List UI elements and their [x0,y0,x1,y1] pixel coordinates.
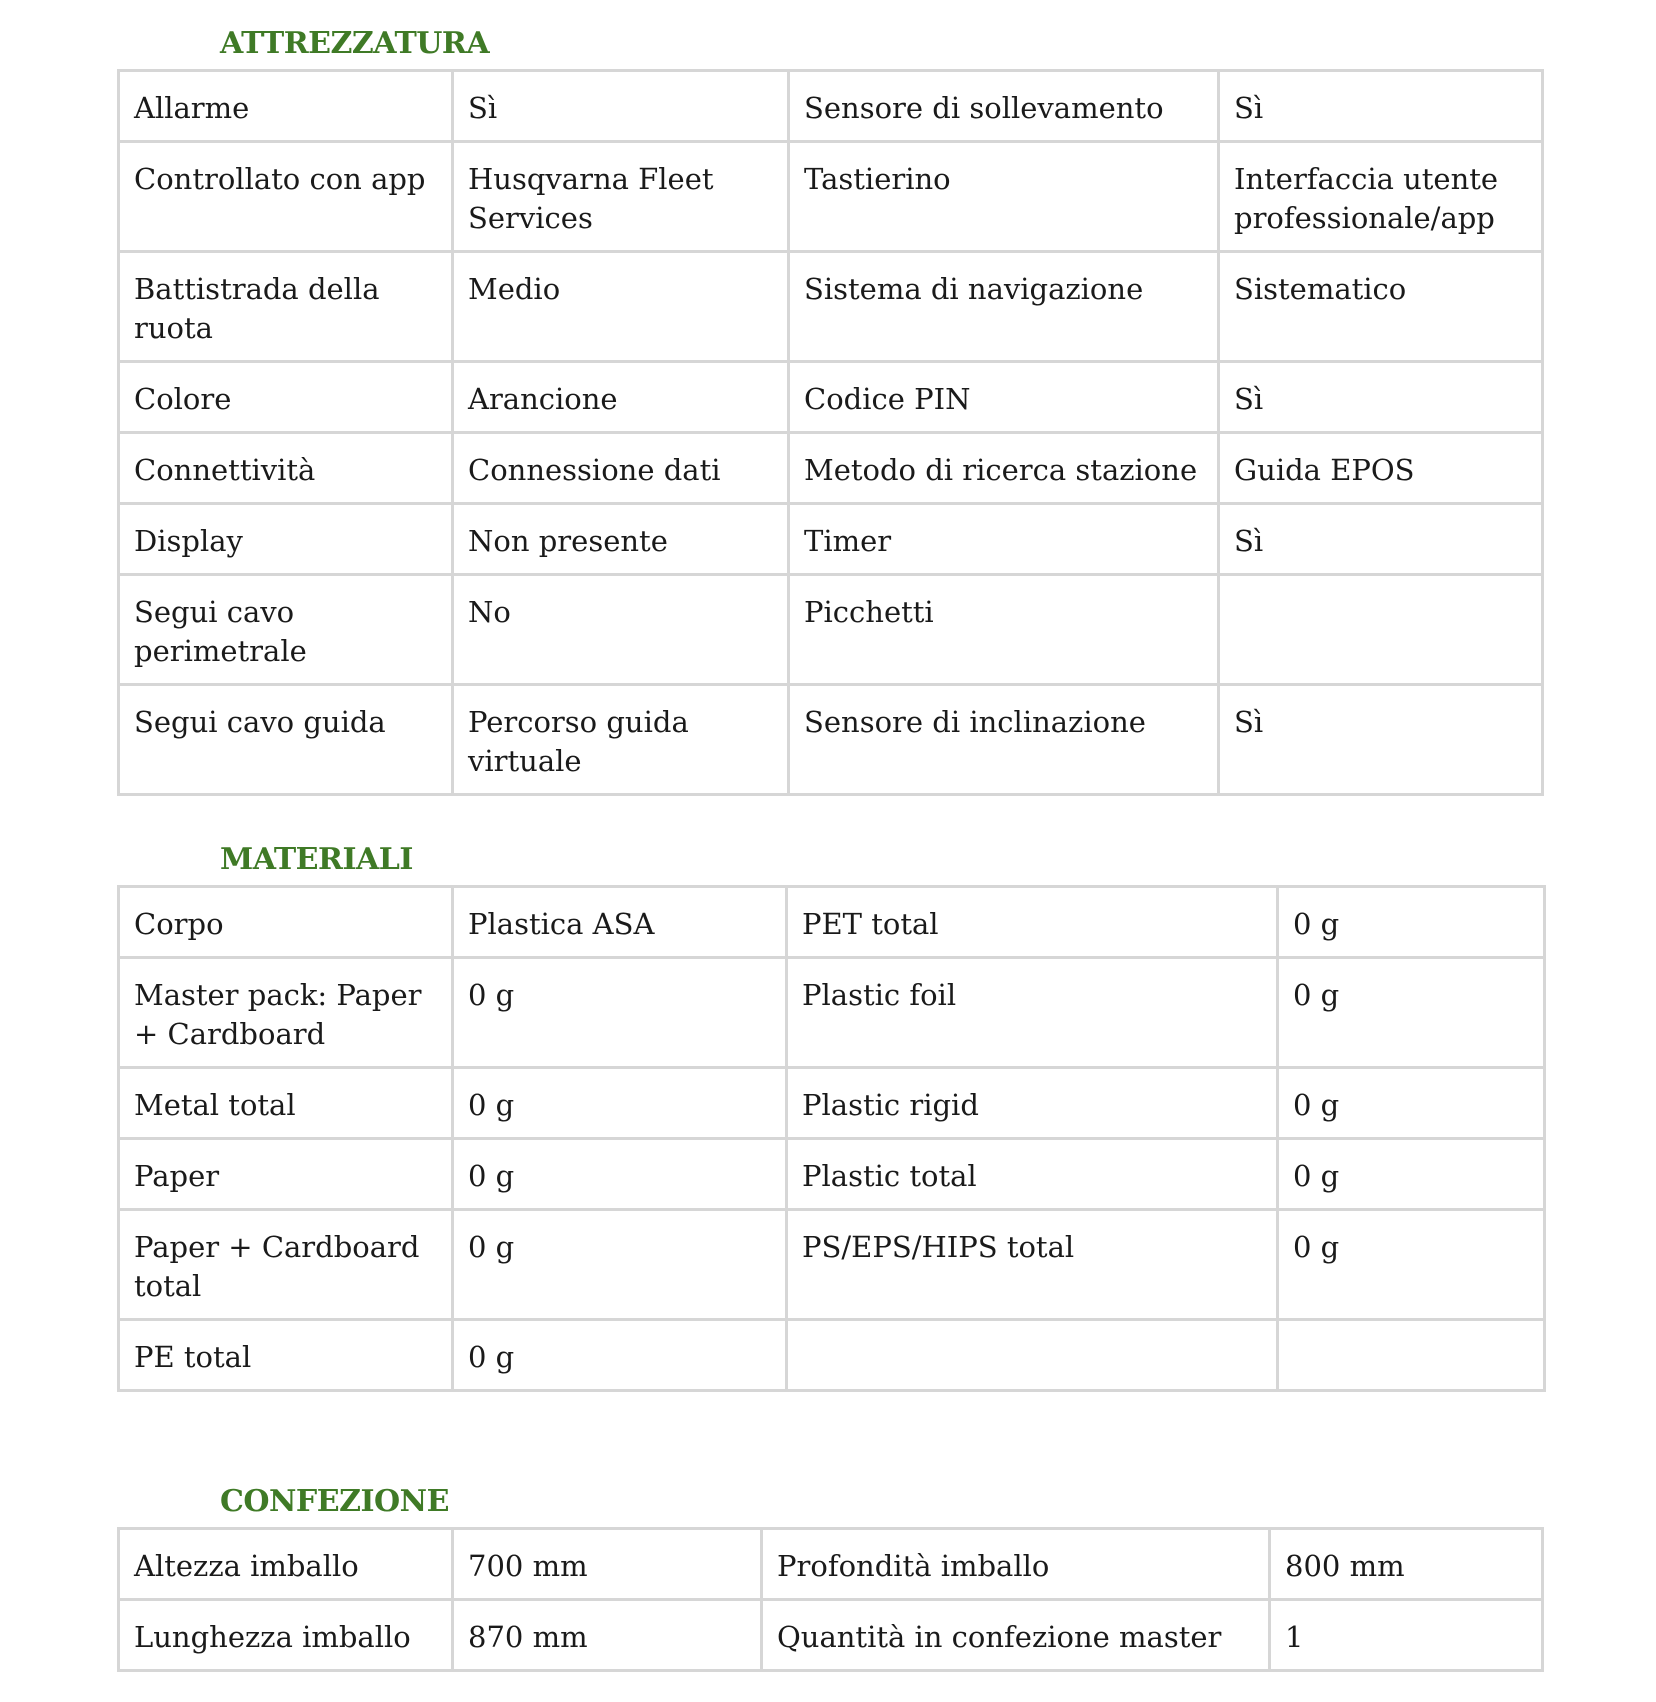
spec-value: Sì [1219,362,1543,433]
spec-label: Codice PIN [789,362,1219,433]
spec-value: 700 mm [453,1529,762,1600]
spec-value: Guida EPOS [1219,433,1543,504]
spec-label: Plastic rigid [787,1068,1278,1139]
spec-label: Lunghezza imballo [119,1600,453,1671]
table-row [119,1068,1545,1139]
spec-label: Tastierino [789,142,1219,252]
spec-label: Plastic foil [787,958,1278,1068]
spec-label: Quantità in confezione master [762,1600,1270,1671]
spec-value: 1 [1270,1600,1543,1671]
spec-value: 0 g [453,1210,787,1320]
equipment-table [117,69,1544,796]
spec-value: Medio [453,252,789,362]
spec-label: Metodo di ricerca stazione [789,433,1219,504]
table-row [119,1320,1545,1391]
spec-label: Segui cavo guida [119,685,453,795]
spec-label: Profondità imballo [762,1529,1270,1600]
spec-value: Non presente [453,504,789,575]
spec-label: Sensore di sollevamento [789,71,1219,142]
spec-label: Controllato con app [119,142,453,252]
spec-label: Plastic total [787,1139,1278,1210]
spec-value: 800 mm [1270,1529,1543,1600]
materials-table [117,885,1546,1392]
table-row [119,887,1545,958]
table-row [119,1600,1543,1671]
spec-label: Picchetti [789,575,1219,685]
spec-label: Paper [119,1139,453,1210]
spec-value: Sistematico [1219,252,1543,362]
spec-value: 0 g [1278,1068,1545,1139]
table-row [119,958,1545,1068]
spec-value: Husqvarna Fleet Services [453,142,789,252]
section-title-equipment: ATTREZZATURA [220,26,490,61]
spec-value: Sì [1219,685,1543,795]
table-row [119,142,1543,252]
spec-value: 0 g [453,1068,787,1139]
spec-label: Battistrada della ruota [119,252,453,362]
spec-label: Metal total [119,1068,453,1139]
spec-value: 0 g [453,1139,787,1210]
spec-value: 0 g [1278,1210,1545,1320]
spec-label: Timer [789,504,1219,575]
section-title-materials: MATERIALI [220,842,413,877]
spec-label: Sensore di inclinazione [789,685,1219,795]
spec-label: Connettività [119,433,453,504]
spec-label: Segui cavo perimetrale [119,575,453,685]
table-row [119,362,1543,433]
spec-value [1278,1320,1545,1391]
spec-label [787,1320,1278,1391]
spec-value: Percorso guida virtuale [453,685,789,795]
spec-label: Display [119,504,453,575]
spec-label: Allarme [119,71,453,142]
spec-value: Sì [453,71,789,142]
table-row [119,1529,1543,1600]
spec-value: Arancione [453,362,789,433]
spec-value: 0 g [1278,1139,1545,1210]
table-row [119,575,1543,685]
packaging-table-body [119,1529,1543,1671]
spec-label: Colore [119,362,453,433]
spec-value: No [453,575,789,685]
spec-value: 0 g [1278,958,1545,1068]
table-row [119,252,1543,362]
packaging-table [117,1527,1544,1672]
spec-label: Master pack: Paper + Cardboard [119,958,453,1068]
section-title-packaging: CONFEZIONE [220,1484,449,1519]
table-row [119,685,1543,795]
spec-label: Paper + Cardboard total [119,1210,453,1320]
spec-label: Sistema di navigazione [789,252,1219,362]
spec-value: Connessione dati [453,433,789,504]
spec-value: Interfaccia utente professionale/app [1219,142,1543,252]
spec-label: PE total [119,1320,453,1391]
spec-label: Corpo [119,887,453,958]
spec-value: 0 g [453,1320,787,1391]
spec-value: 0 g [453,958,787,1068]
spec-label: Altezza imballo [119,1529,453,1600]
table-row [119,433,1543,504]
table-row [119,1139,1545,1210]
equipment-table-body [119,71,1543,795]
spec-value: 870 mm [453,1600,762,1671]
table-row [119,71,1543,142]
spec-value: Sì [1219,504,1543,575]
spec-label: PET total [787,887,1278,958]
spec-value: Sì [1219,71,1543,142]
materials-table-body [119,887,1545,1391]
spec-value: Plastica ASA [453,887,787,958]
table-row [119,1210,1545,1320]
spec-value [1219,575,1543,685]
spec-value: 0 g [1278,887,1545,958]
spec-label: PS/EPS/HIPS total [787,1210,1278,1320]
table-row [119,504,1543,575]
